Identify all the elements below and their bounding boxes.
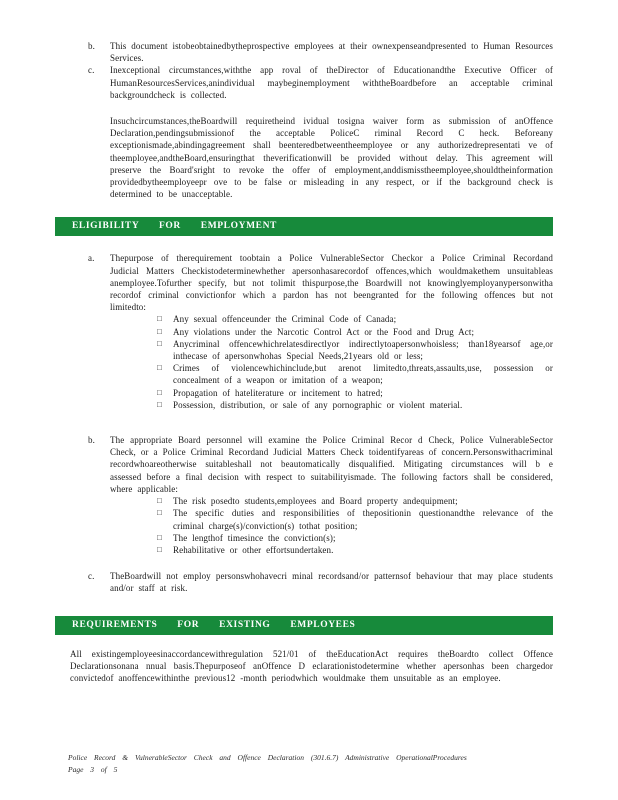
footer-document-title: Police Record & VulnerableSector Check and Offence Declaration (301.6.7) Administrative OperationalProcedures [68, 753, 467, 762]
footer-page-number: Page 3 of 5 [68, 765, 118, 774]
square-bullet-icon: □ [157, 496, 162, 506]
list-item-marker: c. [88, 65, 95, 76]
list-item-b [55, 434, 553, 495]
square-bullet-icon: □ [157, 338, 162, 348]
bullet-text: Any sexual offenceunder the Criminal Code of Canada; [173, 314, 397, 325]
list-item-text: This document istobeobtainedbytheprospective employees at their ownexpenseandpresented to Human Resources Services. [110, 41, 553, 64]
list-item-c [55, 64, 553, 101]
square-bullet-icon: □ [157, 326, 162, 336]
document-content [55, 40, 553, 684]
bullet-text: Anycriminal offencewhichrelatesdirectlyor indirectlytoapersonwhoisless; than18yearsof age,or inthecase of apersonwhohas Special Needs,21years old or less; [173, 338, 553, 362]
bullet-text: The specific duties and responsibilities of thepositionin questionandthe relevance of the criminal charge(s)/conviction(s) tothat position; [173, 508, 553, 531]
bullet-item [55, 338, 553, 362]
bullet-text: The lengthof timesince the conviction(s); [173, 532, 336, 543]
bullet-item [55, 326, 553, 338]
bullet-text: Propagation of hateliterature or incitement to hatred; [173, 387, 383, 398]
list-item-text: Inexceptional circumstances,withthe app roval of theDirector of Educationandthe Executive Officer of HumanResourcesServices,anindividual maybeginemployment withtheBoardbefore an acceptable criminal backgroundcheck is collected. [110, 65, 553, 100]
bullet-item [55, 313, 553, 325]
waiver-paragraph: Insuchcircumstances,theBoardwill requiretheind ividual tosigna waiver form as submission of anOffence Declaration,pendingsubmissionof the acceptable PoliceC riminal Record C heck. Beforeany exceptionismade,abindingagreement shall beenteredbetweentheemployee or any authorizedrepresentati ve of theemployee,andtheBoard,ensuringthat theverificationwill be provided without delay. This agreement will preserve the Board'sright to revoke the offer of employment,anddismisstheemployee,shouldtheinformation providedbytheemployeepr ove to be false or misleading in any respect, or if the background check is determined to be unacceptable. [110, 116, 553, 200]
page-footer [68, 752, 568, 776]
square-bullet-icon: □ [157, 544, 162, 554]
bullet-text: Possession, distribution, or sale of any pornographic or violent material. [173, 399, 463, 410]
bullet-item [55, 495, 553, 507]
eligibility-item-c [55, 570, 553, 594]
eligibility-item-b [55, 434, 553, 556]
square-bullet-icon: □ [157, 532, 162, 542]
bullet-text: Any violations under the Narcotic Control Act or the Food and Drug Act; [173, 326, 475, 337]
intro-list [55, 40, 553, 101]
section-header-requirements: REQUIREMENTS FOR EXISTING EMPLOYEES [55, 616, 553, 635]
bullet-item [55, 362, 553, 386]
bullet-item [55, 532, 553, 544]
list-item-marker: a. [88, 253, 95, 264]
square-bullet-icon: □ [157, 387, 162, 397]
list-item-marker: b. [88, 41, 95, 51]
square-bullet-icon: □ [157, 508, 162, 518]
section-header-eligibility: ELIGIBILITY FOR EMPLOYMENT [55, 217, 553, 236]
list-item-text: The appropriate Board personnel will examine the Police Criminal Recor d Check, Police VulnerableSector Check, or a Police Criminal Recordand Judicial Matters Check toidentifyareas of concern.Personswithacriminal recordwhoareotherwise suitableshall not beautomatically disqualified. Mitigating circumstances will b e assessed before a final decision with respect to suitabilityismade. The following factors shall be considered, where applicable: [110, 435, 553, 494]
list-item-marker: c. [88, 571, 95, 582]
square-bullet-icon: □ [157, 363, 162, 373]
square-bullet-icon: □ [157, 399, 162, 409]
eligibility-item-a [55, 252, 553, 411]
bullet-text: Rehabilitative or other effortsundertaken. [173, 544, 334, 555]
list-item-a [55, 252, 553, 313]
list-item-b [55, 40, 553, 64]
list-item-text: Thepurpose of therequirement toobtain a Police VulnerableSector Checkor a Police Criminal Recordand Judicial Matters Checkistodeterminewhether apersonhasarecordof offences,which wouldmakethem unsuitableas anemployee.Tofurther specify, but not tolimit thispurpose,the Boardwill not knowinglyemployanypersonwitha recordof criminal convictionfor which a pardon has not beengranted for the following offences but not limitedto: [110, 253, 553, 313]
list-item-text: TheBoardwill not employ personswhohavecri minal recordsand/or patternsof behaviour that may place students and/or staff at risk. [110, 571, 553, 594]
list-item-c [55, 570, 553, 594]
bullet-item [55, 507, 553, 531]
bullet-item [55, 544, 553, 556]
list-item-marker: b. [88, 435, 95, 446]
bullet-text: Crimes of violencewhichinclude,but arenot limitedto,threats,assaults,use, possession or concealment of a weapon or imitation of a weapon; [173, 363, 553, 386]
requirements-paragraph: All existingemployeesinaccordancewithregulation 521/01 of theEducationAct requires theBoardto collect Offence Declarationsonana nnual basis.Thepurposeof anOffence D eclarationistodetermine whether apersonhas been chargedor convictedof anoffencewithinthe previous12 -month periodwhich wouldmake them unsuitable as an employee. [70, 648, 553, 683]
bullet-item [55, 387, 553, 399]
bullet-text: The risk posedto students,employees and Board property andequipment; [173, 496, 458, 507]
bullet-item [55, 399, 553, 411]
square-bullet-icon: □ [157, 314, 162, 324]
